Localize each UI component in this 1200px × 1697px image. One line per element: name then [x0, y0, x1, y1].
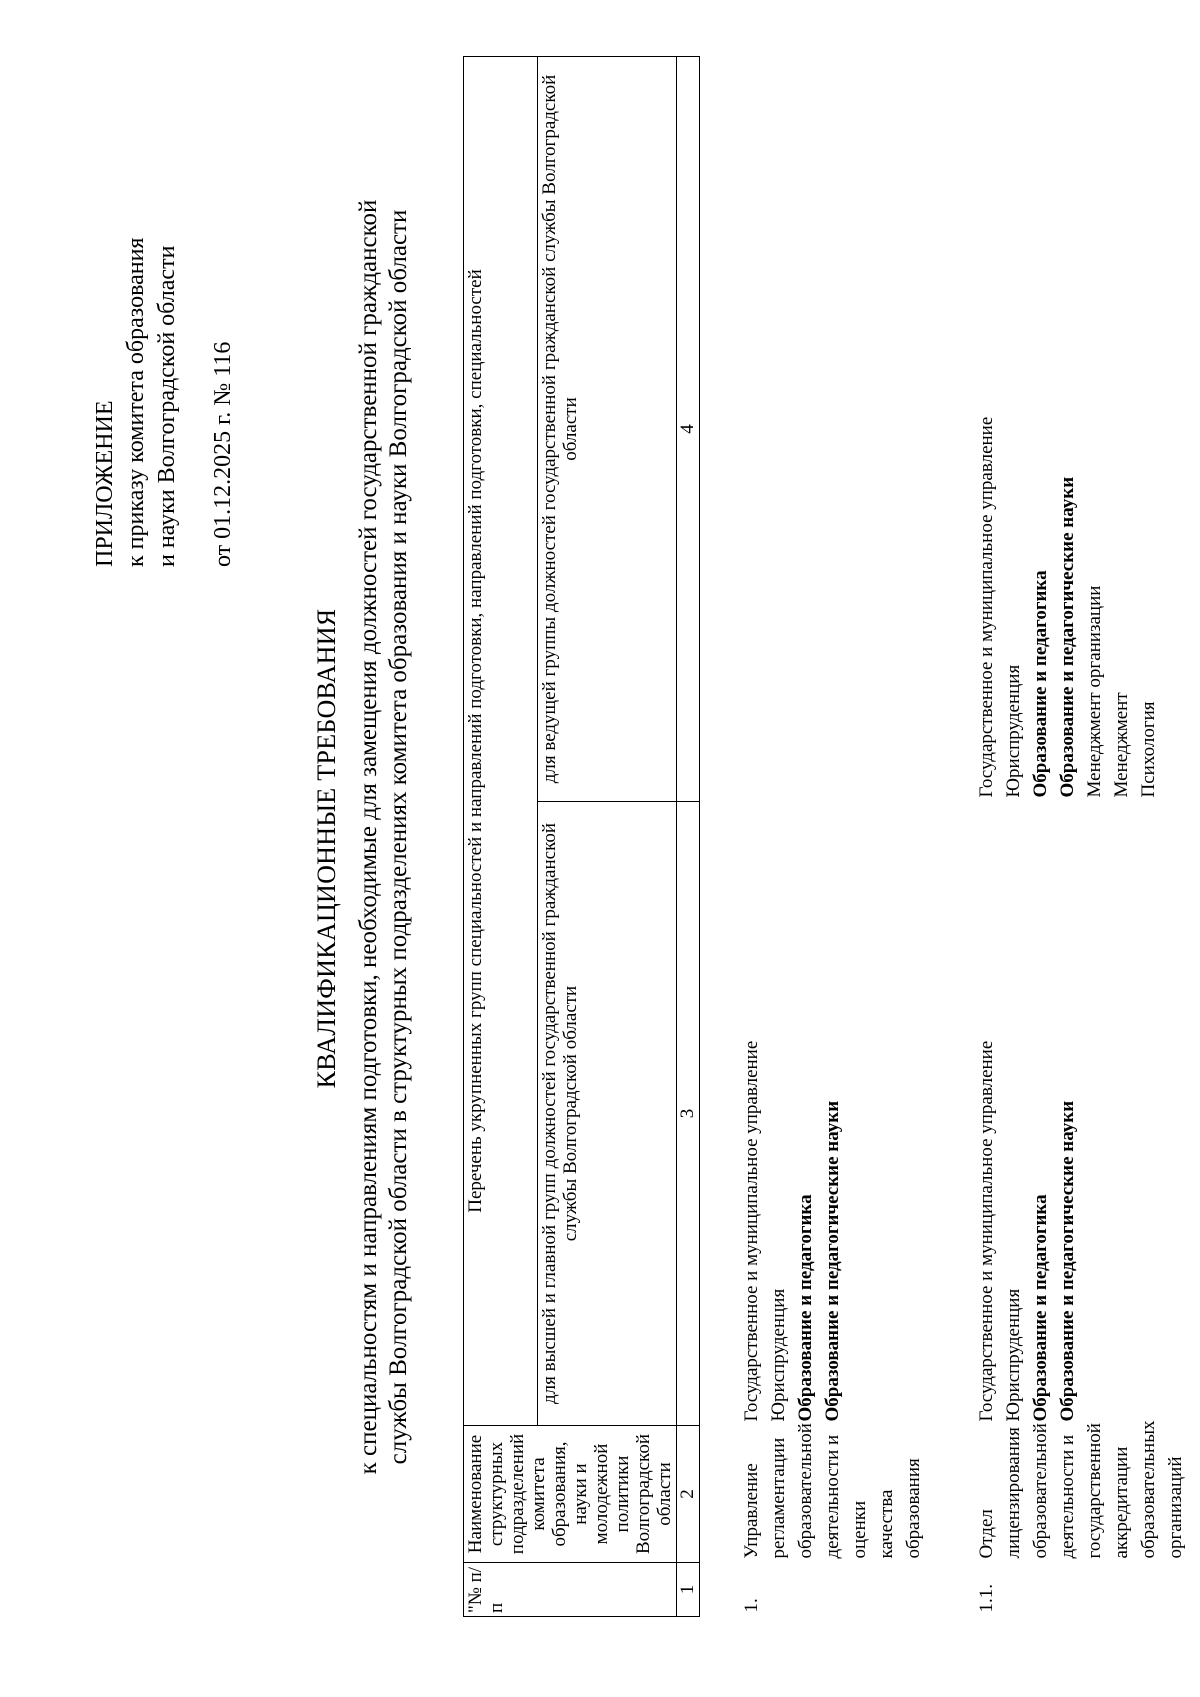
column-number-2: 2 — [677, 1426, 700, 1563]
appendix-header — [90, 7, 239, 567]
specialty-item: Образование и педагогические науки — [1057, 1100, 1078, 1422]
specialty-item: Образование и педагогика — [795, 1194, 816, 1422]
row-number: 1. — [741, 1598, 762, 1613]
table-row — [730, 56, 935, 1616]
appendix-committee-line: и науки Волгоградской области — [154, 245, 180, 567]
header-leading-group: для ведущей группы должностей государственной гражданской службы Волгоградской области — [538, 56, 677, 801]
specialty-item: Юриспруденция — [1003, 664, 1024, 798]
division-name: Отдел лицензирования образовательной деятельности и государственной аккредитации образовательных организаций — [976, 1420, 1186, 1559]
table-row — [965, 56, 1197, 1616]
specialty-item: Образование и педагогические науки — [822, 1100, 843, 1422]
senior-specialty-list — [965, 802, 1197, 1426]
specialty-item: Менеджмент — [1111, 692, 1132, 798]
specialty-item: Юриспруденция — [1003, 1288, 1024, 1422]
division-name: Управление регламентации образовательной деятельности и оценки качества образования — [741, 1423, 924, 1559]
specialty-item: Психология — [1138, 701, 1159, 798]
row-number: 1.1. — [976, 1584, 997, 1613]
specialty-item: Государственное и муниципальное управление — [976, 1040, 997, 1422]
appendix-order-line: к приказу комитета образования — [123, 237, 149, 567]
column-number-3: 3 — [677, 802, 700, 1426]
column-number-4: 4 — [677, 56, 700, 801]
specialty-item: Образование и педагогические науки — [1057, 476, 1078, 798]
specialty-item: Государственное и муниципальное управление — [741, 1040, 762, 1422]
document-subtitle — [354, 37, 414, 1637]
specialty-item: Государственное и муниципальное управление — [976, 416, 997, 798]
senior-specialty-list — [730, 802, 935, 1426]
column-number-1: 1 — [677, 1563, 700, 1617]
header-senior-groups: для высшей и главной групп должностей государственной гражданской службы Волгоградской области — [538, 802, 677, 1426]
qualification-table — [463, 56, 1197, 1617]
specialty-item: Юриспруденция — [768, 1288, 789, 1422]
subtitle-line-2: службы Волгоградской области в структурных подразделениях комитета образования и науки Волгоградской области — [385, 209, 412, 1465]
leading-specialty-list — [730, 56, 935, 801]
header-division-column: Наименование структурных подразделений комитета образования, науки и молодежной политики Волгоградской области — [464, 1426, 677, 1563]
document-title: КВАЛИФИКАЦИОННЫЕ ТРЕБОВАНИЯ — [312, 608, 341, 1089]
appendix-label: ПРИЛОЖЕНИЕ — [92, 400, 118, 567]
specialty-item: Образование и педагогика — [1030, 1194, 1051, 1422]
header-specialties-merged: Перечень укрупненных групп специальностей и направлений подготовки, направлений подготовки, специальностей — [464, 56, 538, 1425]
subtitle-line-1: к специальностям и направлениям подготовки, необходимые для замещения должностей государственной гражданской — [355, 199, 382, 1475]
specialty-item: Образование и педагогика — [1030, 570, 1051, 798]
header-number-column: "№ п/п — [464, 1563, 677, 1617]
specialty-item: Менеджмент организации — [1084, 585, 1105, 798]
appendix-date-number: от 01.12.2025 г. № 116 — [210, 341, 236, 567]
leading-specialty-list — [965, 56, 1197, 801]
